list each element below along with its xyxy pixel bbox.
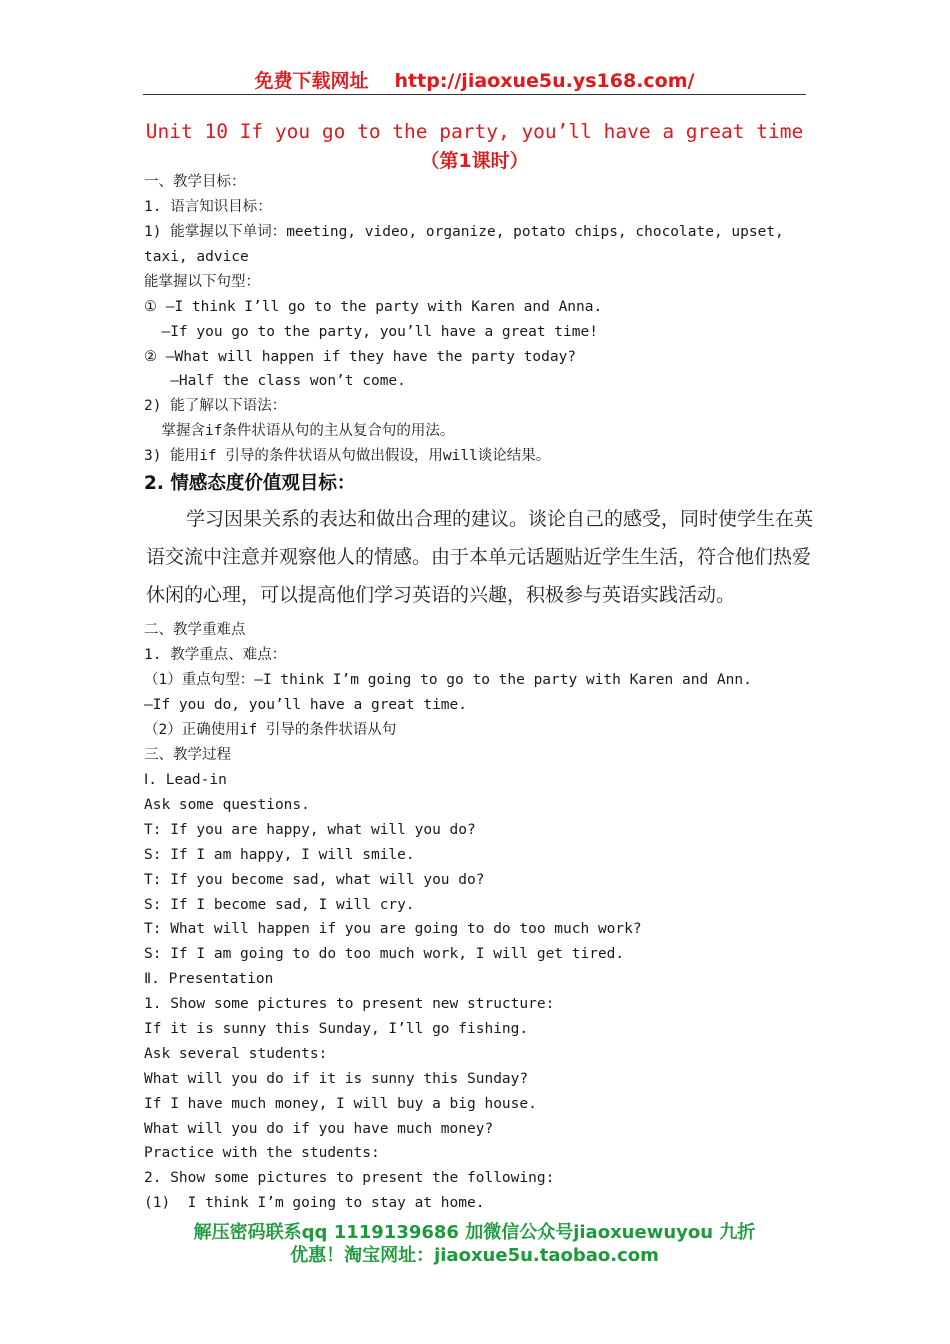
key-points-subheading: 1. 教学重点、难点： (144, 647, 287, 663)
section-heading-objectives: 一、教学目标： (144, 174, 246, 190)
lead-in-line: S: If I am happy, I will smile. (144, 847, 415, 863)
presentation-line: What will you do if it is sunny this Sunday? (144, 1071, 529, 1087)
presentation-line: Ask several students: (144, 1046, 328, 1062)
sentence-1a: ① —I think I’ll go to the party with Karen and Anna. (144, 299, 603, 315)
sentence-2a: ② —What will happen if they have the party today? (144, 349, 577, 365)
lead-in-heading: Ⅰ. Lead-in (144, 772, 227, 788)
key-point-2: （2）正确使用if 引导的条件状语从句 (144, 722, 397, 738)
presentation-line: If it is sunny this Sunday, I’ll go fishing. (144, 1021, 529, 1037)
vocab-line-1: 1) 能掌握以下单词：meeting, video, organize, potato chips, chocolate, upset, (144, 224, 784, 240)
footer-shop-link[interactable]: 优惠！淘宝网址：jiaoxue5u.taobao.com (290, 1245, 659, 1266)
grammar-item: 掌握含if条件状语从句的主从复合句的用法。 (144, 423, 455, 439)
key-point-1b: —If you do, you’ll have a great time. (144, 697, 468, 713)
grammar-heading: 2) 能了解以下语法： (144, 398, 287, 414)
document-subtitle: （第1课时） (420, 150, 529, 172)
header-divider (143, 94, 806, 95)
lead-in-line: S: If I become sad, I will cry. (144, 897, 415, 913)
emotion-objective-text: 学习因果关系的表达和做出合理的建议。谈论自己的感受，同时使学生在英语交流中注意并观察他人的情感。由于本单元话题贴近学生生活，符合他们热爱休闲的心理，可以提高他们学习英语的兴趣，积极参与英语实践活动。 (146, 508, 814, 606)
lead-in-line: T: If you are happy, what will you do? (144, 822, 476, 838)
sentence-2b: —Half the class won’t come. (144, 373, 406, 389)
header-banner (143, 66, 806, 93)
presentation-line: If I have much money, I will buy a big house. (144, 1096, 537, 1112)
lead-in-line: S: If I am going to do too much work, I will get tired. (144, 946, 625, 962)
presentation-line: What will you do if you have much money? (144, 1121, 494, 1137)
section-heading-key-points: 二、教学重难点 (144, 622, 246, 638)
section-heading-process: 三、教学过程 (144, 747, 231, 763)
presentation-line: (1) I think I’m going to stay at home. (144, 1195, 485, 1211)
objective-item-3: 3) 能用if 引导的条件状语从句做出假设，用will谈论结果。 (144, 448, 551, 464)
document-title: Unit 10 If you go to the party, you’ll have a great time (145, 120, 804, 143)
emotion-objective-paragraph (146, 500, 826, 614)
sentence-1b: —If you go to the party, you’ll have a great time! (144, 324, 598, 340)
presentation-line: 1. Show some pictures to present new structure: (144, 996, 555, 1012)
key-point-1: （1）重点句型：—I think I’m going to go to the party with Karen and Ann. (144, 672, 752, 688)
sentence-pattern-heading: 能掌握以下句型： (144, 274, 260, 290)
footer-contact: 解压密码联系qq 1119139686 加微信公众号jiaoxuewuyou 九折 (193, 1222, 756, 1243)
presentation-line: 2. Show some pictures to present the following: (144, 1170, 555, 1186)
vocab-line-2: taxi, advice (144, 249, 249, 265)
lead-in-line: Ask some questions. (144, 797, 310, 813)
emotion-objective-heading: 2. 情感态度价值观目标： (144, 473, 356, 494)
presentation-heading: Ⅱ. Presentation (144, 971, 274, 987)
header-site-label: 免费下载网址 (254, 70, 369, 92)
header-url-link[interactable]: http://jiaoxue5u.ys168.com/ (394, 70, 695, 92)
language-objective-heading: 1. 语言知识目标： (144, 199, 272, 215)
lead-in-line: T: If you become sad, what will you do? (144, 872, 485, 888)
lead-in-line: T: What will happen if you are going to do too much work? (144, 921, 642, 937)
presentation-line: Practice with the students: (144, 1145, 380, 1161)
